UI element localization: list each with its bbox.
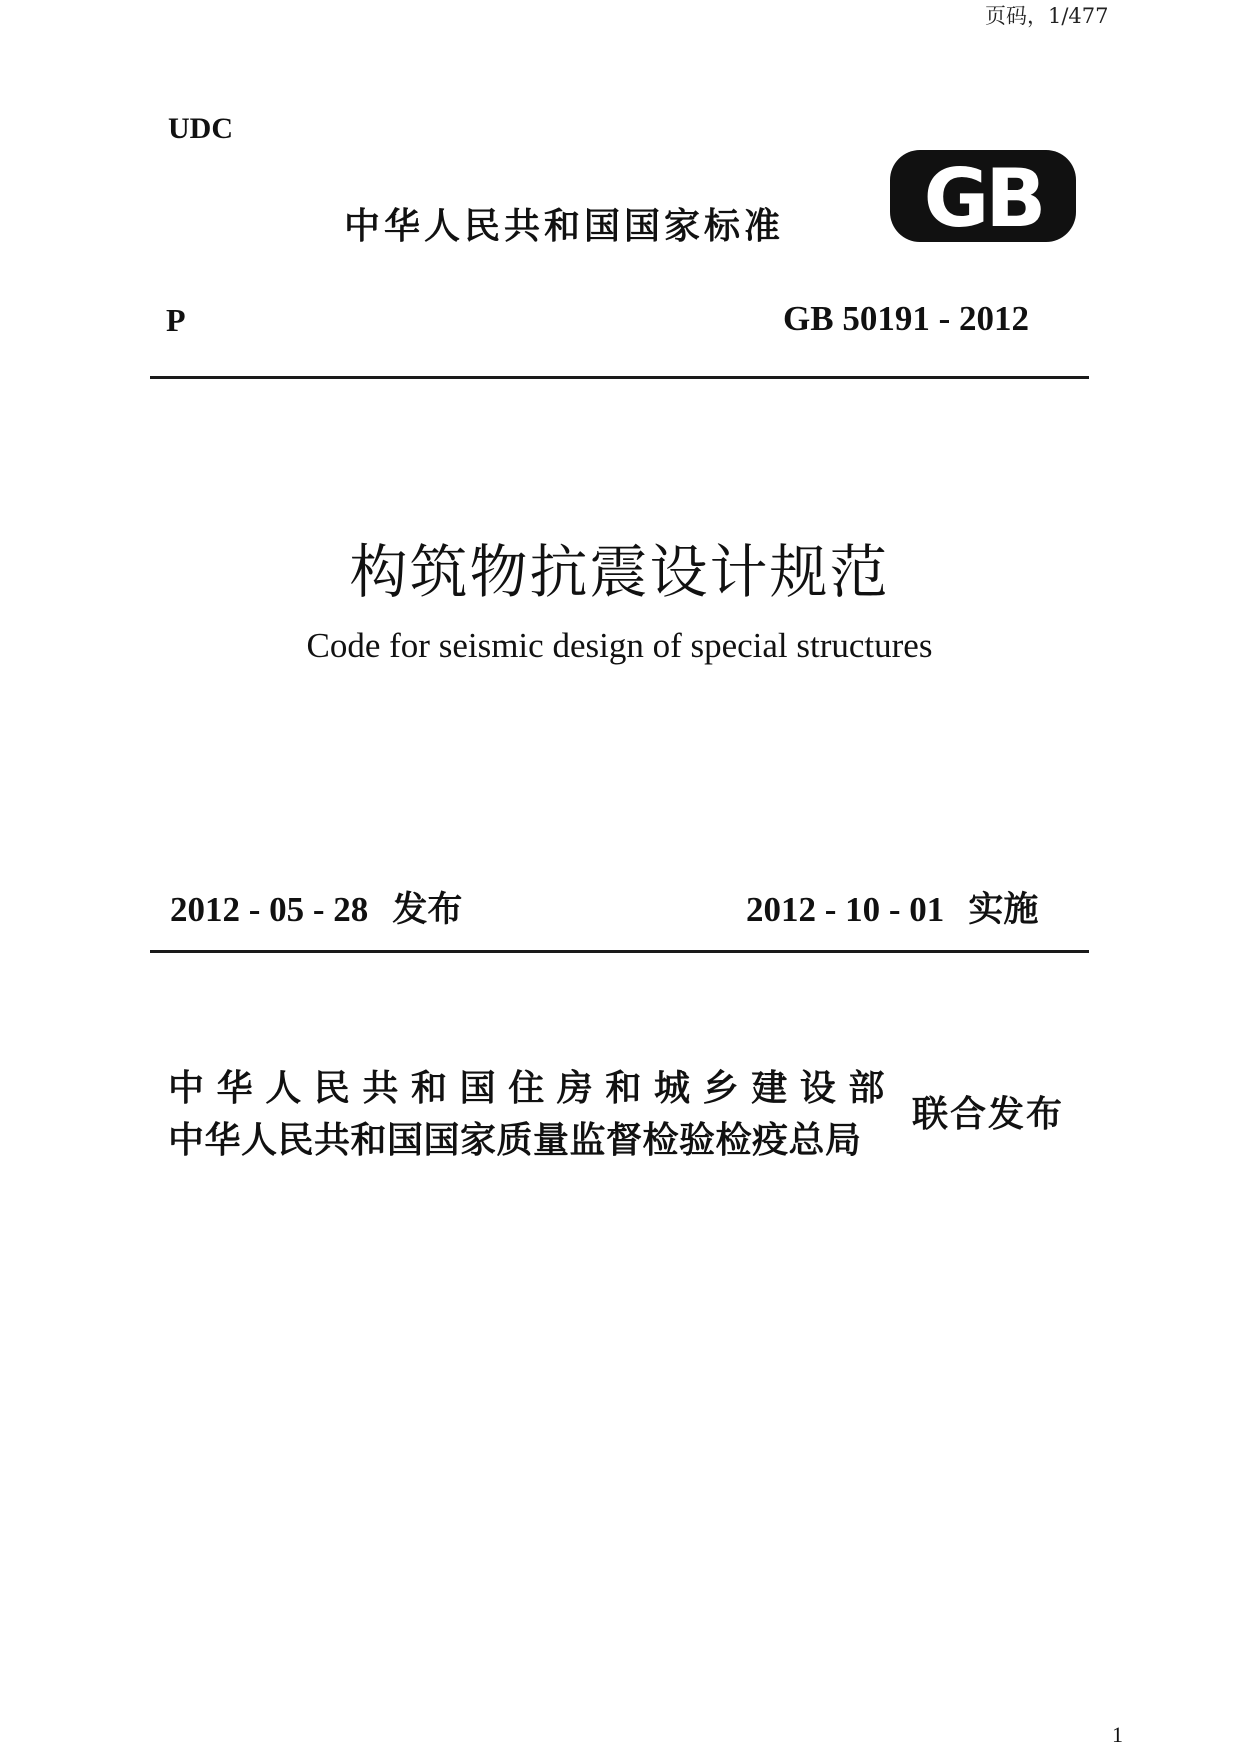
document-title-en: Code for seismic design of special structures	[306, 626, 933, 665]
udc-label: UDC	[168, 112, 233, 145]
document-title-cn: 构筑物抗震设计规范	[349, 538, 890, 606]
svg-text:GB: GB	[923, 152, 1043, 244]
release-label: 发布	[392, 890, 463, 930]
issuer-aqsiq: 中华人民共和国国家质量监督检验检疫总局	[168, 1120, 862, 1161]
effective-label: 实施	[968, 890, 1039, 930]
bottom-divider	[150, 950, 1089, 953]
issuer-ministry: 中华人民共和国住房和城乡建设部	[168, 1068, 898, 1109]
joint-issue-label: 联合发布	[912, 1094, 1065, 1135]
gb-logo	[888, 148, 1078, 244]
release-date: 2012 - 05 - 28	[170, 890, 369, 929]
page-number: 1	[1112, 1722, 1123, 1747]
national-standard-heading: 中华人民共和国国家标准	[344, 206, 785, 247]
effective-date: 2012 - 10 - 01	[746, 890, 945, 929]
release-date-block	[170, 882, 462, 932]
page-counter: 页码，1/477	[985, 4, 1109, 28]
standard-number: GB 50191 - 2012	[783, 299, 1029, 338]
top-divider	[150, 376, 1089, 379]
classification-code: P	[166, 302, 186, 338]
effective-date-block	[746, 882, 1038, 932]
